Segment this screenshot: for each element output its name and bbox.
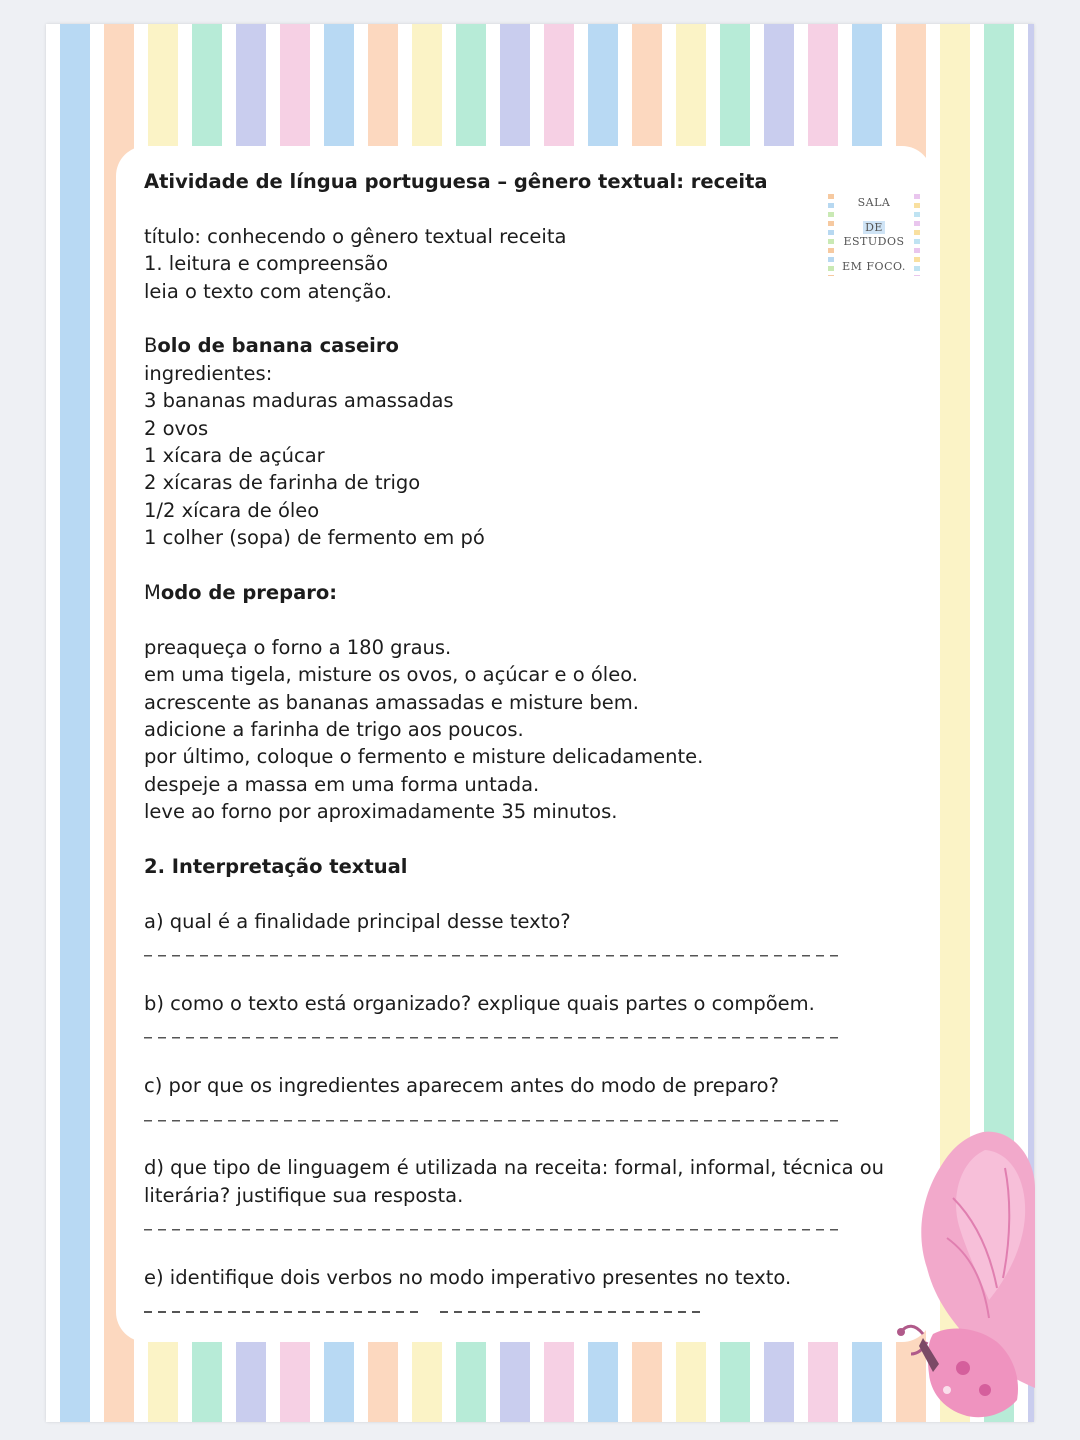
intro-title: título: conhecendo o gênero textual receita bbox=[144, 224, 567, 248]
logo-line-3: ESTUDOS bbox=[843, 235, 905, 248]
ingredients-label: ingredientes: bbox=[144, 361, 273, 385]
method-title-initial: M bbox=[144, 581, 161, 605]
method-step: despeje a massa em uma forma untada. bbox=[144, 772, 540, 796]
method-step: preaqueça o forno a 180 graus. bbox=[144, 635, 452, 659]
intro-section: 1. leitura e compreensão bbox=[144, 252, 389, 276]
answer-line-b[interactable] bbox=[144, 1017, 844, 1044]
method-step: acrescente as bananas amassadas e misture bem. bbox=[144, 690, 639, 714]
recipe-title bbox=[144, 332, 924, 359]
ingredient-item: 3 bananas maduras amassadas bbox=[144, 389, 454, 413]
ingredient-item: 1 colher (sopa) de fermento em pó bbox=[144, 526, 485, 550]
intro-instruction: leia o texto com atenção. bbox=[144, 279, 392, 303]
ingredient-item: 2 xícaras de farinha de trigo bbox=[144, 471, 421, 495]
answer-line-e-1[interactable] bbox=[144, 1311, 422, 1313]
answer-line-d[interactable] bbox=[144, 1209, 844, 1236]
method-step: adicione a farinha de trigo aos poucos. bbox=[144, 718, 524, 742]
ingredient-item: 2 ovos bbox=[144, 416, 209, 440]
recipe-title-initial: B bbox=[144, 334, 158, 358]
method-step: leve ao forno por aproximadamente 35 minutos. bbox=[144, 800, 618, 824]
question-c: c) por que os ingredientes aparecem antes do modo de preparo? bbox=[144, 1074, 779, 1098]
recipe-title-rest: olo de banana caseiro bbox=[157, 334, 399, 358]
ingredient-item: 1/2 xícara de óleo bbox=[144, 498, 320, 522]
question-a: a) qual é a finalidade principal desse texto? bbox=[144, 909, 571, 933]
method-title bbox=[144, 579, 924, 606]
answer-line-e-2[interactable] bbox=[440, 1311, 702, 1313]
worksheet-heading: Atividade de língua portuguesa – gênero textual: receita bbox=[144, 170, 768, 193]
method-step: por último, coloque o fermento e misture delicadamente. bbox=[144, 745, 704, 769]
method-title-rest: odo de preparo: bbox=[160, 581, 338, 605]
logo-line-2: DE bbox=[865, 221, 883, 234]
logo-line-4: EM FOCO. bbox=[842, 260, 906, 273]
question-b: b) como o texto está organizado? explique quais partes o compõem. bbox=[144, 992, 815, 1016]
logo-line-1: SALA bbox=[857, 196, 891, 209]
answer-line-c[interactable] bbox=[144, 1100, 844, 1127]
section-2-title: 2. Interpretação textual bbox=[144, 855, 408, 879]
worksheet-content bbox=[144, 168, 924, 1319]
question-e: e) identifique dois verbos no modo imperativo presentes no texto. bbox=[144, 1266, 792, 1290]
method-step: em uma tigela, misture os ovos, o açúcar e o óleo. bbox=[144, 663, 639, 687]
question-d: d) que tipo de linguagem é utilizada na receita: formal, informal, técnica ou literária? justifique sua resposta. bbox=[144, 1156, 885, 1207]
pink-butterfly-illustration bbox=[893, 1128, 1035, 1422]
ingredient-item: 1 xícara de açúcar bbox=[144, 444, 325, 468]
answer-line-a[interactable] bbox=[144, 935, 844, 962]
answer-lines-e bbox=[144, 1291, 704, 1318]
